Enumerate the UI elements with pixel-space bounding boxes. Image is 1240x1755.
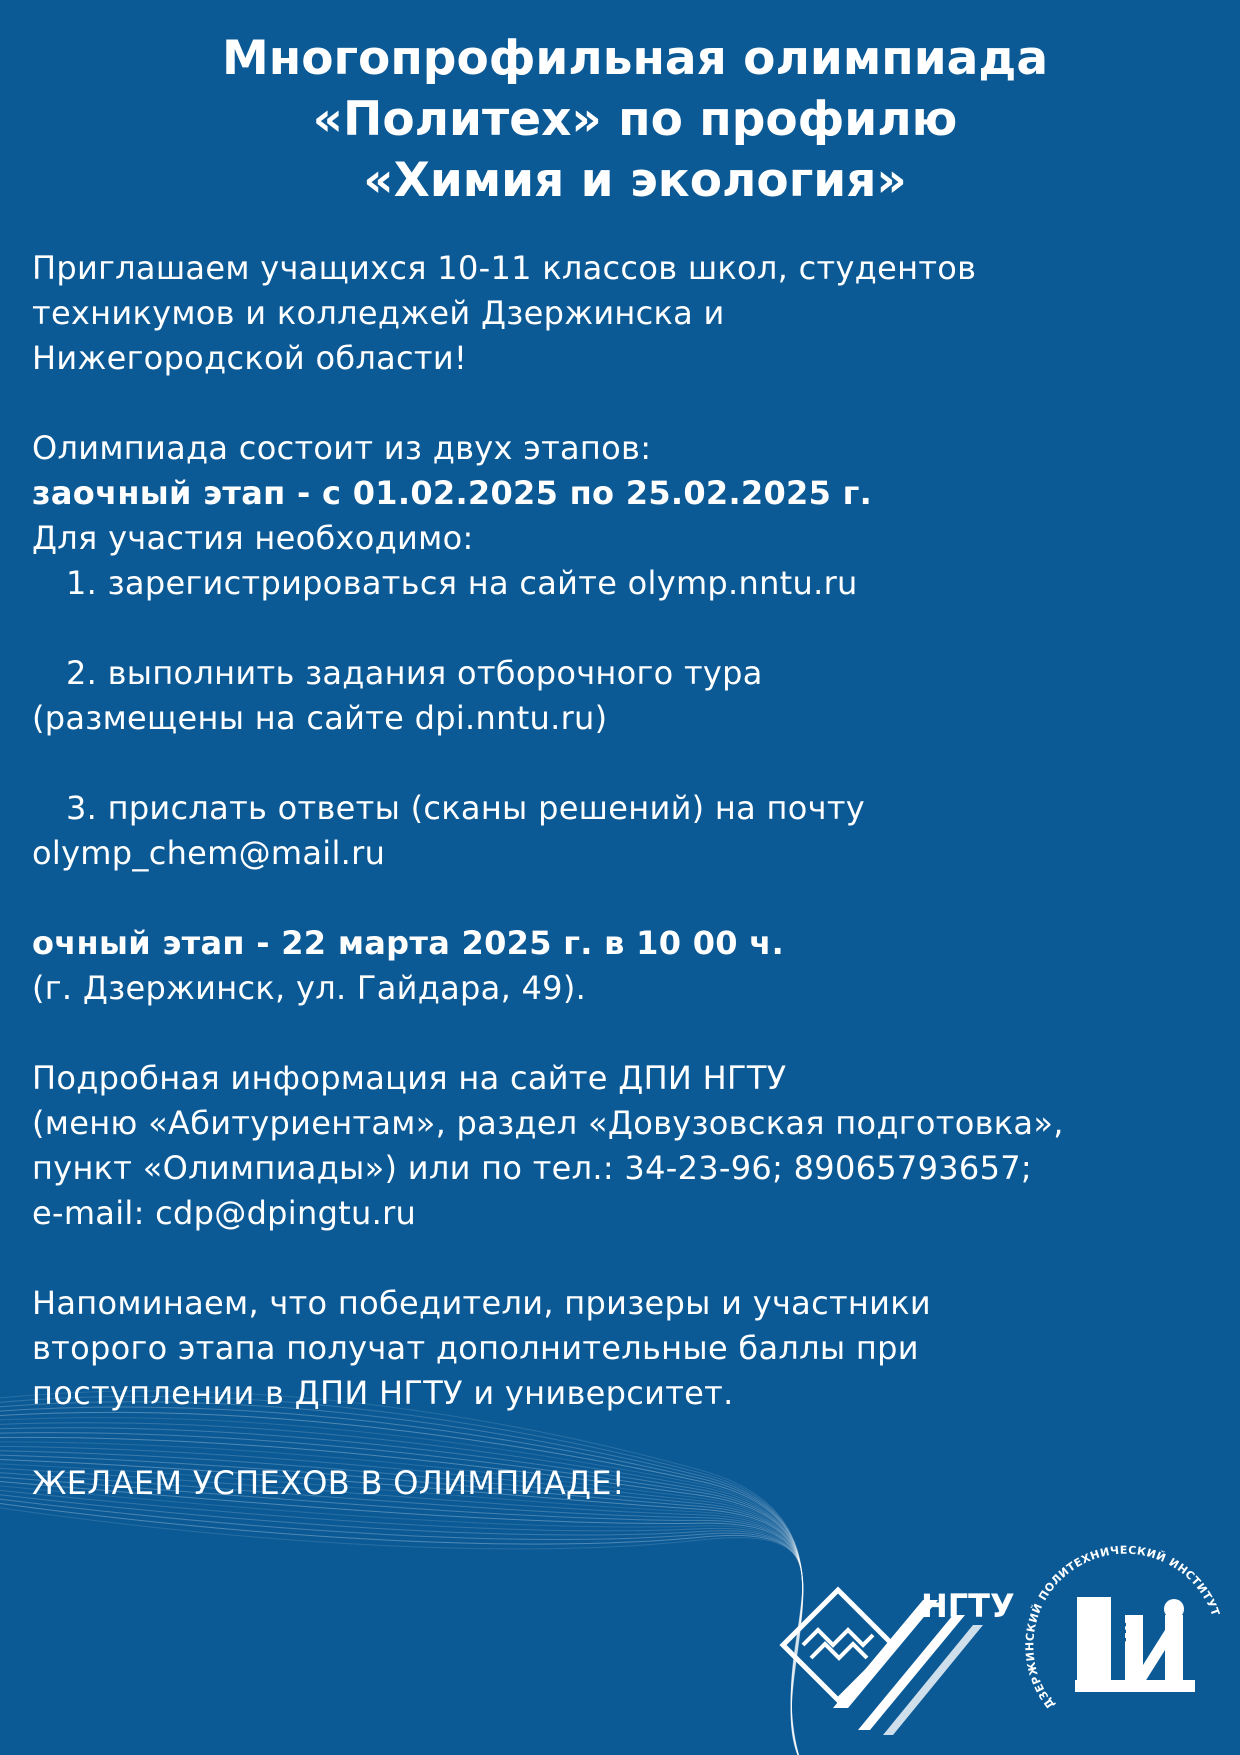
reminder-line-2: второго этапа получат дополнительные баллы при — [32, 1329, 919, 1367]
spacer — [32, 1236, 1232, 1281]
wave-line — [0, 1505, 803, 1755]
step-2: 2. выполнить задания отборочного тура — [66, 654, 763, 692]
dpi-logo — [1015, 1505, 1237, 1727]
ngtu-logo-text: НГТУ — [921, 1587, 1015, 1625]
wave-line — [0, 1484, 803, 1755]
wave-line — [0, 1467, 803, 1755]
info-line-3: пункт «Олимпиады») или по тел.: 34-23-96; 89065793657; — [32, 1149, 1032, 1187]
wave-line — [0, 1492, 803, 1755]
dpi-ring-text: ДЗЕРЖИНСКИЙ ПОЛИТЕХНИЧЕСКИЙ ИНСТИТУТ — [1023, 1543, 1223, 1712]
fulltime-stage-date: очный этап - 22 марта 2025 г. в 10 00 ч. — [32, 924, 785, 962]
spacer — [32, 1011, 1232, 1056]
wave-line — [0, 1497, 803, 1755]
wave-line — [0, 1480, 803, 1755]
wave-line — [0, 1501, 803, 1755]
ngtu-logo — [773, 1540, 1015, 1740]
reminder-line-1: Напоминаем, что победители, призеры и участники — [32, 1284, 931, 1322]
intro-line-3: Нижегородской области! — [32, 339, 468, 377]
wave-line — [0, 1476, 803, 1755]
intro-line-2: техникумов и колледжей Дзержинска и — [32, 294, 725, 332]
spacer — [32, 606, 1232, 651]
stages-heading: Олимпиада состоит из двух этапов: — [32, 429, 652, 467]
reminder-line-3: поступлении в ДПИ НГТУ и университет. — [32, 1374, 734, 1412]
title-line-3: «Химия и экология» — [363, 153, 907, 208]
fulltime-stage-address: (г. Дзержинск, ул. Гайдара, 49). — [32, 969, 587, 1007]
title-line-1: Многопрофильная олимпиада — [221, 31, 1049, 86]
wave-line — [0, 1488, 803, 1755]
step-1: 1. зарегистрироваться на сайте olymp.nntu.ru — [66, 564, 858, 602]
wave-line — [0, 1463, 803, 1755]
step-3-email: olymp_chem@mail.ru — [32, 834, 386, 872]
correspondence-stage-dates: заочный этап - с 01.02.2025 по 25.02.2025 г. — [32, 474, 873, 512]
spacer — [32, 381, 1232, 426]
step-3: 3. прислать ответы (сканы решений) на почту — [66, 789, 866, 827]
wave-line — [0, 1471, 803, 1755]
spacer — [32, 741, 1232, 786]
poster-body — [32, 246, 1232, 1506]
dpi-vertical-text: НГТУ — [1110, 1590, 1131, 1643]
spacer — [32, 876, 1232, 921]
spacer — [32, 1416, 1232, 1461]
closing-message: ЖЕЛАЕМ УСПЕХОВ В ОЛИМПИАДЕ! — [32, 1464, 625, 1502]
intro-line-1: Приглашаем учащихся 10-11 классов школ, студентов — [32, 249, 977, 287]
requirements-heading: Для участия необходимо: — [32, 519, 474, 557]
step-2-note: (размещены на сайте dpi.nntu.ru) — [32, 699, 608, 737]
poster-title — [60, 28, 1210, 211]
info-line-2: (меню «Абитуриентам», раздел «Довузовская подготовка», — [32, 1104, 1064, 1142]
info-line-1: Подробная информация на сайте ДПИ НГТУ — [32, 1059, 787, 1097]
info-line-4: e-mail: cdp@dpingtu.ru — [32, 1194, 417, 1232]
title-line-2: «Политех» по профилю — [312, 92, 958, 147]
